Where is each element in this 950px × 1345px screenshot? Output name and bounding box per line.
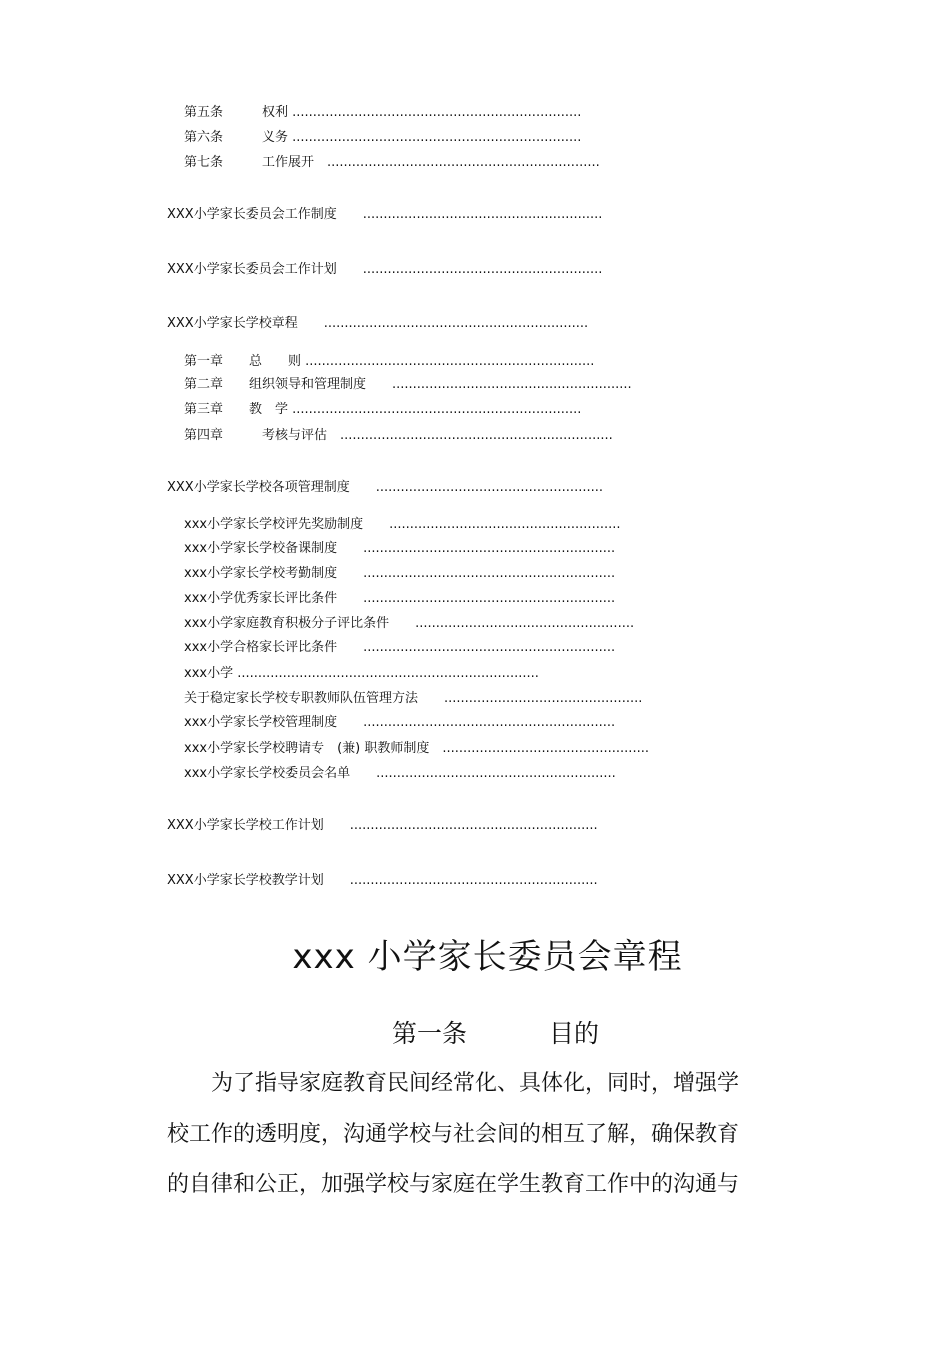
document-title: xxx 小学家长委员会章程: [292, 937, 683, 977]
toc-entry: xxx小学家长学校评先奖励制度 ........................................................: [184, 517, 621, 532]
article-heading: [392, 1016, 599, 1052]
toc-entry: 第七条 工作展开 ..................................................................: [184, 155, 600, 170]
toc-entry: XXX小学家长学校各项管理制度 .......................................................: [167, 480, 603, 495]
toc-entry: 第三章 教 学 ......................................................................: [184, 402, 582, 417]
toc-entry: xxx小学家长学校管理制度 .............................................................: [184, 715, 616, 730]
toc-entry: XXX小学家长学校章程 ................................................................: [167, 316, 589, 331]
toc-entry: XXX小学家长学校教学计划 ............................................................: [167, 873, 598, 888]
toc-entry: xxx小学家长学校委员会名单 ..........................................................: [184, 766, 616, 781]
toc-entry: 第四章 考核与评估 ..................................................................: [184, 428, 613, 443]
article-name: 目的: [549, 1019, 600, 1048]
body-text-line: 的自律和公正，加强学校与家庭在学生教育工作中的沟通与: [167, 1172, 740, 1197]
toc-entry: xxx小学合格家长评比条件 .............................................................: [184, 640, 616, 655]
toc-entry: xxx小学家长学校聘请专 (兼) 职教师制度 ..................................................: [184, 741, 649, 756]
toc-entry: XXX小学家长学校工作计划 ............................................................: [167, 818, 598, 833]
toc-entry: XXX小学家长委员会工作制度 ..........................................................: [167, 207, 603, 222]
toc-entry: xxx小学 .........................................................................: [184, 666, 539, 681]
toc-entry: 第五条 权利 ......................................................................: [184, 105, 582, 120]
article-number: 第一条: [392, 1019, 468, 1048]
toc-entry: 关于稳定家长学校专职教师队伍管理方法 ................................................: [184, 691, 643, 706]
toc-entry: XXX小学家长委员会工作计划 ..........................................................: [167, 262, 603, 277]
toc-entry: xxx小学家庭教育积极分子评比条件 .....................................................: [184, 616, 635, 631]
toc-entry: xxx小学优秀家长评比条件 .............................................................: [184, 591, 616, 606]
toc-entry: 第一章 总 则 ......................................................................: [184, 354, 595, 369]
toc-entry: xxx小学家长学校备课制度 .............................................................: [184, 541, 616, 556]
body-text-line: 校工作的透明度，沟通学校与社会间的相互了解，确保教育: [167, 1122, 740, 1147]
toc-entry: 第六条 义务 ......................................................................: [184, 130, 582, 145]
toc-entry: xxx小学家长学校考勤制度 .............................................................: [184, 566, 616, 581]
body-text-line: 为了指导家庭教育民间经常化、具体化，同时，增强学: [167, 1071, 740, 1096]
toc-entry: 第二章 组织领导和管理制度 ..........................................................: [184, 377, 632, 392]
